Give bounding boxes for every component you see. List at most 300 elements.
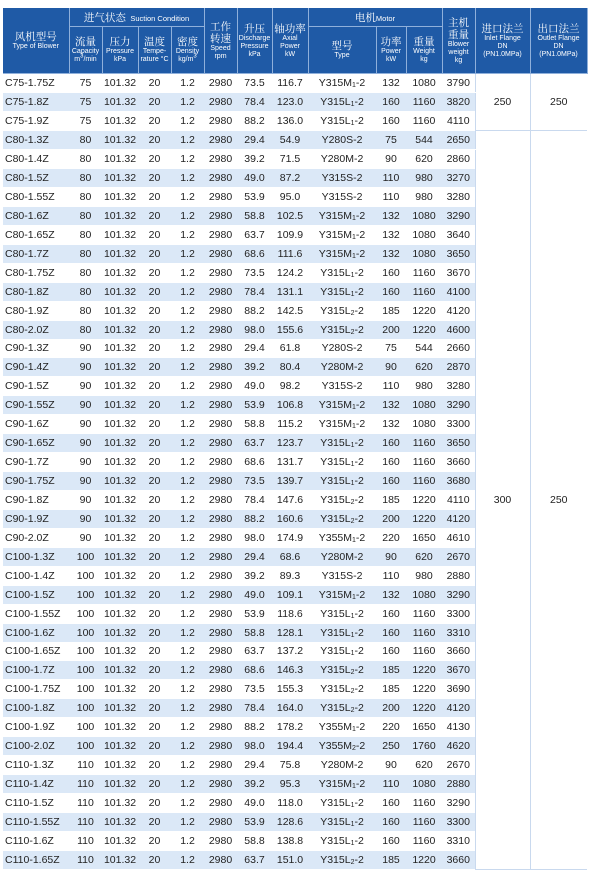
cell-q: 80 xyxy=(69,244,102,263)
header-density-unit: $kg/m^3$ xyxy=(178,54,197,64)
cell-bw: 4120 xyxy=(442,699,475,718)
cell-mw: 1220 xyxy=(406,699,442,718)
cell-ap: 128.6 xyxy=(272,812,308,831)
cell-dp: 68.6 xyxy=(237,244,272,263)
cell-t: 20 xyxy=(138,74,171,93)
cell-model: C100-1.4Z xyxy=(3,566,69,585)
cell-ap: 71.5 xyxy=(272,150,308,169)
cell-bw: 3660 xyxy=(442,642,475,661)
header-speed-unit: rpm xyxy=(214,52,227,60)
cell-t: 20 xyxy=(138,680,171,699)
cell-ap: 118.0 xyxy=(272,794,308,813)
cell-mw: 1220 xyxy=(406,301,442,320)
cell-ap: 151.0 xyxy=(272,850,308,869)
cell-ap: 75.8 xyxy=(272,756,308,775)
cell-d: 1.2 xyxy=(171,93,204,112)
cell-mp: 160 xyxy=(376,642,406,661)
cell-mp: 200 xyxy=(376,699,406,718)
cell-ap: 155.3 xyxy=(272,680,308,699)
cell-ap: 115.2 xyxy=(272,415,308,434)
cell-n: 2980 xyxy=(204,547,237,566)
cell-n: 2980 xyxy=(204,737,237,756)
cell-motor-type: Y315S-2 xyxy=(308,377,376,396)
cell-p: 101.32 xyxy=(102,415,138,434)
cell-mw: 1160 xyxy=(406,263,442,282)
cell-t: 20 xyxy=(138,112,171,131)
header-discharge-unit: kPa xyxy=(248,50,261,58)
cell-n: 2980 xyxy=(204,850,237,869)
cell-motor-type: $Y315L_1-2$ xyxy=(308,794,376,813)
header-capacity-cn: 流量 xyxy=(75,36,96,49)
cell-mp: 200 xyxy=(376,509,406,528)
blower-spec-table-container xyxy=(3,8,587,870)
cell-q: 90 xyxy=(69,434,102,453)
cell-ap: 61.8 xyxy=(272,339,308,358)
cell-bw: 4110 xyxy=(442,491,475,510)
cell-dp: 29.4 xyxy=(237,131,272,150)
cell-motor-type: $Y355M_1-2$ xyxy=(308,528,376,547)
cell-n: 2980 xyxy=(204,339,237,358)
cell-mp: 185 xyxy=(376,661,406,680)
cell-q: 90 xyxy=(69,396,102,415)
cell-model: C80-1.65Z xyxy=(3,225,69,244)
cell-p: 101.32 xyxy=(102,794,138,813)
cell-t: 20 xyxy=(138,150,171,169)
cell-mw: 620 xyxy=(406,756,442,775)
cell-mp: 132 xyxy=(376,244,406,263)
cell-p: 101.32 xyxy=(102,812,138,831)
cell-mp: 160 xyxy=(376,282,406,301)
cell-dp: 39.2 xyxy=(237,150,272,169)
cell-bw: 3270 xyxy=(442,169,475,188)
cell-bw: 4100 xyxy=(442,282,475,301)
cell-q: 110 xyxy=(69,794,102,813)
cell-mp: 132 xyxy=(376,225,406,244)
header-temperature-unit: rature °C xyxy=(140,56,169,64)
cell-model: C100-1.55Z xyxy=(3,604,69,623)
cell-p: 101.32 xyxy=(102,301,138,320)
cell-t: 20 xyxy=(138,850,171,869)
header-motor-type-cn: 型号 xyxy=(331,40,353,53)
cell-ap: 116.7 xyxy=(272,74,308,93)
cell-t: 20 xyxy=(138,301,171,320)
header-motor-power-cn: 功率 xyxy=(380,36,402,49)
cell-motor-type: $Y315M_1-2$ xyxy=(308,415,376,434)
cell-model: C110-1.6Z xyxy=(3,831,69,850)
cell-q: 100 xyxy=(69,661,102,680)
cell-bw: 3310 xyxy=(442,831,475,850)
cell-dp: 78.4 xyxy=(237,93,272,112)
cell-p: 101.32 xyxy=(102,188,138,207)
cell-q: 75 xyxy=(69,112,102,131)
header-outlet-flange xyxy=(530,8,587,74)
cell-model: C80-1.5Z xyxy=(3,169,69,188)
cell-t: 20 xyxy=(138,699,171,718)
header-inlet-en2: DN xyxy=(497,42,508,50)
cell-p: 101.32 xyxy=(102,850,138,869)
blower-spec-table xyxy=(3,8,588,870)
cell-n: 2980 xyxy=(204,188,237,207)
cell-t: 20 xyxy=(138,206,171,225)
cell-p: 101.32 xyxy=(102,225,138,244)
cell-model: C90-1.6Z xyxy=(3,415,69,434)
cell-p: 101.32 xyxy=(102,282,138,301)
cell-d: 1.2 xyxy=(171,491,204,510)
header-motor-power xyxy=(376,27,406,74)
cell-q: 90 xyxy=(69,377,102,396)
cell-bw: 2860 xyxy=(442,150,475,169)
cell-dp: 53.9 xyxy=(237,188,272,207)
cell-outlet-flange: 250 xyxy=(530,74,587,131)
header-discharge-en2: Pressure xyxy=(240,42,269,50)
cell-model: C75-1.8Z xyxy=(3,93,69,112)
cell-bw: 2870 xyxy=(442,358,475,377)
cell-d: 1.2 xyxy=(171,415,204,434)
cell-model: C100-1.65Z xyxy=(3,642,69,661)
cell-q: 80 xyxy=(69,150,102,169)
cell-d: 1.2 xyxy=(171,339,204,358)
cell-n: 2980 xyxy=(204,263,237,282)
cell-p: 101.32 xyxy=(102,244,138,263)
cell-mw: 1220 xyxy=(406,661,442,680)
cell-p: 101.32 xyxy=(102,831,138,850)
cell-t: 20 xyxy=(138,434,171,453)
cell-motor-type: $Y315L_1-2$ xyxy=(308,812,376,831)
cell-t: 20 xyxy=(138,585,171,604)
cell-bw: 3290 xyxy=(442,794,475,813)
cell-mp: 160 xyxy=(376,263,406,282)
cell-n: 2980 xyxy=(204,112,237,131)
cell-model: C80-1.7Z xyxy=(3,244,69,263)
cell-t: 20 xyxy=(138,415,171,434)
cell-model: C100-1.7Z xyxy=(3,661,69,680)
cell-bw: 4130 xyxy=(442,718,475,737)
cell-ap: 98.2 xyxy=(272,377,308,396)
cell-t: 20 xyxy=(138,661,171,680)
cell-q: 90 xyxy=(69,358,102,377)
cell-t: 20 xyxy=(138,509,171,528)
header-outlet-en2: DN xyxy=(553,42,564,50)
cell-model: C110-1.4Z xyxy=(3,775,69,794)
cell-d: 1.2 xyxy=(171,661,204,680)
cell-d: 1.2 xyxy=(171,206,204,225)
cell-bw: 2880 xyxy=(442,566,475,585)
cell-p: 101.32 xyxy=(102,642,138,661)
cell-q: 80 xyxy=(69,206,102,225)
header-motor-cn: 电机 xyxy=(354,12,376,24)
cell-d: 1.2 xyxy=(171,225,204,244)
cell-ap: 147.6 xyxy=(272,491,308,510)
header-capacity-unit: $m^3/\min$ xyxy=(74,54,97,64)
cell-dp: 58.8 xyxy=(237,206,272,225)
cell-motor-type: Y280M-2 xyxy=(308,150,376,169)
cell-n: 2980 xyxy=(204,74,237,93)
cell-model: C75-1.9Z xyxy=(3,112,69,131)
cell-motor-type: $Y315L_1-2$ xyxy=(308,623,376,642)
cell-mw: 1220 xyxy=(406,850,442,869)
cell-mp: 110 xyxy=(376,377,406,396)
cell-t: 20 xyxy=(138,377,171,396)
cell-p: 101.32 xyxy=(102,604,138,623)
cell-ap: 128.1 xyxy=(272,623,308,642)
cell-mw: 1220 xyxy=(406,320,442,339)
cell-d: 1.2 xyxy=(171,131,204,150)
cell-q: 80 xyxy=(69,282,102,301)
cell-p: 101.32 xyxy=(102,263,138,282)
cell-q: 90 xyxy=(69,491,102,510)
cell-mw: 1160 xyxy=(406,472,442,491)
header-outlet-cn: 出口法兰 xyxy=(537,22,580,35)
cell-t: 20 xyxy=(138,282,171,301)
cell-mw: 1160 xyxy=(406,112,442,131)
cell-bw: 3640 xyxy=(442,225,475,244)
cell-t: 20 xyxy=(138,623,171,642)
cell-n: 2980 xyxy=(204,491,237,510)
header-model-cn: 风机型号 xyxy=(14,30,57,43)
cell-dp: 39.2 xyxy=(237,358,272,377)
cell-mp: 250 xyxy=(376,737,406,756)
cell-motor-type: $Y315L_1-2$ xyxy=(308,604,376,623)
cell-d: 1.2 xyxy=(171,718,204,737)
cell-dp: 88.2 xyxy=(237,301,272,320)
cell-p: 101.32 xyxy=(102,585,138,604)
cell-t: 20 xyxy=(138,263,171,282)
cell-mp: 160 xyxy=(376,93,406,112)
cell-model: C90-1.9Z xyxy=(3,509,69,528)
header-axial-en: Axial xyxy=(282,34,298,42)
cell-p: 101.32 xyxy=(102,396,138,415)
cell-ap: 123.0 xyxy=(272,93,308,112)
cell-dp: 88.2 xyxy=(237,718,272,737)
header-temperature-en: Tempe- xyxy=(142,48,167,56)
header-axial xyxy=(272,8,308,74)
cell-q: 110 xyxy=(69,850,102,869)
cell-ap: 111.6 xyxy=(272,244,308,263)
cell-t: 20 xyxy=(138,358,171,377)
cell-motor-type: $Y315M_1-2$ xyxy=(308,396,376,415)
cell-mw: 1160 xyxy=(406,831,442,850)
cell-p: 101.32 xyxy=(102,377,138,396)
cell-ap: 178.2 xyxy=(272,718,308,737)
cell-n: 2980 xyxy=(204,680,237,699)
header-inlet-unit: (PN1.0MPa) xyxy=(483,50,522,58)
cell-d: 1.2 xyxy=(171,794,204,813)
header-suction-en: Suction Condition xyxy=(130,14,190,23)
cell-dp: 73.5 xyxy=(237,74,272,93)
cell-model: C80-1.55Z xyxy=(3,188,69,207)
cell-dp: 29.4 xyxy=(237,339,272,358)
cell-mp: 110 xyxy=(376,188,406,207)
cell-p: 101.32 xyxy=(102,623,138,642)
cell-q: 100 xyxy=(69,737,102,756)
cell-mp: 160 xyxy=(376,623,406,642)
cell-n: 2980 xyxy=(204,415,237,434)
cell-dp: 73.5 xyxy=(237,680,272,699)
header-capacity xyxy=(69,27,102,74)
cell-d: 1.2 xyxy=(171,850,204,869)
cell-dp: 68.6 xyxy=(237,453,272,472)
cell-ap: 139.7 xyxy=(272,472,308,491)
cell-model: C80-1.9Z xyxy=(3,301,69,320)
cell-t: 20 xyxy=(138,339,171,358)
header-speed-en: Speed xyxy=(210,44,231,52)
cell-motor-type: $Y315M_1-2$ xyxy=(308,775,376,794)
cell-d: 1.2 xyxy=(171,74,204,93)
cell-q: 75 xyxy=(69,93,102,112)
cell-d: 1.2 xyxy=(171,377,204,396)
cell-t: 20 xyxy=(138,812,171,831)
cell-motor-type: $Y315M_1-2$ xyxy=(308,244,376,263)
cell-ap: 109.1 xyxy=(272,585,308,604)
cell-mp: 132 xyxy=(376,585,406,604)
cell-dp: 29.4 xyxy=(237,547,272,566)
cell-t: 20 xyxy=(138,831,171,850)
header-blower-weight-en: Blower xyxy=(447,40,470,48)
cell-mp: 132 xyxy=(376,206,406,225)
header-motor-type xyxy=(308,27,376,74)
cell-n: 2980 xyxy=(204,775,237,794)
cell-ap: 87.2 xyxy=(272,169,308,188)
cell-d: 1.2 xyxy=(171,150,204,169)
cell-p: 101.32 xyxy=(102,453,138,472)
cell-n: 2980 xyxy=(204,756,237,775)
cell-mp: 110 xyxy=(376,169,406,188)
cell-motor-type: $Y315L_1-2$ xyxy=(308,472,376,491)
cell-dp: 29.4 xyxy=(237,756,272,775)
cell-model: C100-1.75Z xyxy=(3,680,69,699)
cell-t: 20 xyxy=(138,756,171,775)
cell-ap: 155.6 xyxy=(272,320,308,339)
header-speed-cn: 工作转速 xyxy=(210,20,231,45)
cell-dp: 88.2 xyxy=(237,509,272,528)
header-density xyxy=(171,27,204,74)
header-density-cn: 密度 xyxy=(177,36,198,49)
cell-p: 101.32 xyxy=(102,756,138,775)
cell-mw: 1080 xyxy=(406,206,442,225)
cell-ap: 95.3 xyxy=(272,775,308,794)
cell-mp: 160 xyxy=(376,604,406,623)
cell-d: 1.2 xyxy=(171,112,204,131)
cell-q: 110 xyxy=(69,812,102,831)
cell-mp: 185 xyxy=(376,301,406,320)
cell-t: 20 xyxy=(138,244,171,263)
cell-n: 2980 xyxy=(204,604,237,623)
cell-n: 2980 xyxy=(204,320,237,339)
cell-mw: 980 xyxy=(406,169,442,188)
cell-mp: 90 xyxy=(376,547,406,566)
cell-p: 101.32 xyxy=(102,737,138,756)
cell-d: 1.2 xyxy=(171,680,204,699)
cell-n: 2980 xyxy=(204,301,237,320)
cell-d: 1.2 xyxy=(171,301,204,320)
cell-q: 80 xyxy=(69,301,102,320)
cell-dp: 78.4 xyxy=(237,699,272,718)
cell-bw: 3290 xyxy=(442,396,475,415)
cell-ap: 80.4 xyxy=(272,358,308,377)
cell-motor-type: $Y315M_1-2$ xyxy=(308,74,376,93)
cell-bw: 3650 xyxy=(442,434,475,453)
cell-t: 20 xyxy=(138,547,171,566)
cell-q: 100 xyxy=(69,585,102,604)
cell-ap: 136.0 xyxy=(272,112,308,131)
header-blower-weight-unit: kg xyxy=(454,56,463,64)
cell-mw: 1160 xyxy=(406,453,442,472)
cell-motor-type: $Y315L_1-2$ xyxy=(308,112,376,131)
cell-model: C110-1.55Z xyxy=(3,812,69,831)
cell-mw: 1080 xyxy=(406,225,442,244)
cell-dp: 49.0 xyxy=(237,169,272,188)
cell-model: C80-1.8Z xyxy=(3,282,69,301)
cell-mw: 1080 xyxy=(406,775,442,794)
cell-dp: 53.9 xyxy=(237,604,272,623)
cell-n: 2980 xyxy=(204,528,237,547)
cell-t: 20 xyxy=(138,396,171,415)
cell-n: 2980 xyxy=(204,225,237,244)
cell-mp: 75 xyxy=(376,131,406,150)
cell-dp: 78.4 xyxy=(237,491,272,510)
cell-mw: 1160 xyxy=(406,282,442,301)
cell-motor-type: $Y315L_2-2$ xyxy=(308,320,376,339)
cell-q: 90 xyxy=(69,509,102,528)
cell-model: C90-1.75Z xyxy=(3,472,69,491)
cell-p: 101.32 xyxy=(102,699,138,718)
cell-bw: 4600 xyxy=(442,320,475,339)
cell-n: 2980 xyxy=(204,566,237,585)
cell-n: 2980 xyxy=(204,718,237,737)
table-header xyxy=(3,8,587,74)
cell-q: 100 xyxy=(69,566,102,585)
cell-mw: 620 xyxy=(406,150,442,169)
cell-model: C100-1.6Z xyxy=(3,623,69,642)
cell-bw: 2660 xyxy=(442,339,475,358)
cell-p: 101.32 xyxy=(102,206,138,225)
cell-mw: 980 xyxy=(406,188,442,207)
cell-ap: 54.9 xyxy=(272,131,308,150)
cell-mp: 90 xyxy=(376,756,406,775)
header-temperature xyxy=(138,27,171,74)
cell-q: 100 xyxy=(69,623,102,642)
cell-bw: 3310 xyxy=(442,623,475,642)
cell-q: 110 xyxy=(69,831,102,850)
cell-n: 2980 xyxy=(204,794,237,813)
cell-p: 101.32 xyxy=(102,131,138,150)
cell-q: 90 xyxy=(69,339,102,358)
cell-model: C100-1.9Z xyxy=(3,718,69,737)
cell-bw: 2880 xyxy=(442,775,475,794)
cell-t: 20 xyxy=(138,188,171,207)
cell-motor-type: $Y315L_2-2$ xyxy=(308,509,376,528)
cell-ap: 106.8 xyxy=(272,396,308,415)
cell-mw: 1160 xyxy=(406,794,442,813)
cell-dp: 63.7 xyxy=(237,225,272,244)
cell-n: 2980 xyxy=(204,812,237,831)
header-pressure-en: Pressure xyxy=(105,48,134,56)
cell-model: C80-2.0Z xyxy=(3,320,69,339)
cell-p: 101.32 xyxy=(102,547,138,566)
cell-ap: 164.0 xyxy=(272,699,308,718)
header-blower-weight xyxy=(442,8,475,74)
cell-bw: 3280 xyxy=(442,377,475,396)
cell-n: 2980 xyxy=(204,453,237,472)
header-axial-cn: 轴功率 xyxy=(274,22,306,35)
cell-p: 101.32 xyxy=(102,718,138,737)
cell-motor-type: Y280M-2 xyxy=(308,547,376,566)
cell-model: C110-1.5Z xyxy=(3,794,69,813)
cell-d: 1.2 xyxy=(171,812,204,831)
cell-motor-type: $Y355M_1-2$ xyxy=(308,718,376,737)
header-inlet-en: Inlet Flange xyxy=(484,34,521,42)
cell-p: 101.32 xyxy=(102,661,138,680)
